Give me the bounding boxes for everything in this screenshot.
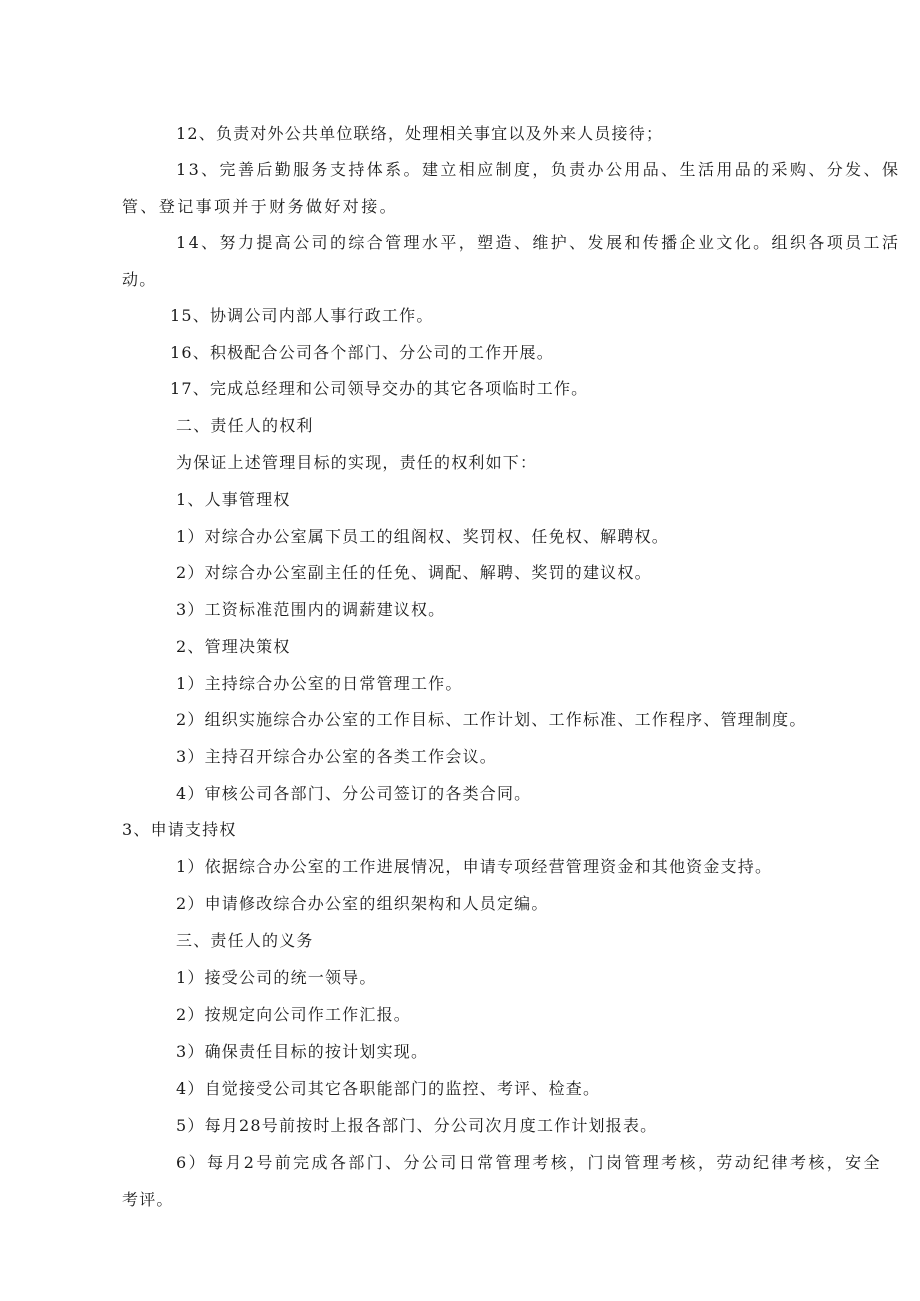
support-right-2: 2）申请修改综合办公室的组织架构和人员定编。 <box>176 894 549 913</box>
paragraph-item-12: 12、负责对外公共单位联络，处理相关事宜以及外来人员接待； <box>176 124 664 143</box>
support-right-1: 1）依据综合办公室的工作进展情况，申请专项经营管理资金和其他资金支持。 <box>176 857 773 876</box>
personnel-right-2: 2）对综合办公室副主任的任免、调配、解聘、奖罚的建议权。 <box>176 563 652 582</box>
subheading-personnel-rights: 1、人事管理权 <box>176 490 291 509</box>
obligation-2: 2）按规定向公司作工作汇报。 <box>176 1005 411 1024</box>
paragraph-item-13: 13、完善后勤服务支持体系。建立相应制度，负责办公用品、生活用品的采购、分发、保 <box>176 160 901 179</box>
paragraph-item-17: 17、完成总经理和公司领导交办的其它各项临时工作。 <box>170 379 589 398</box>
obligation-5: 5）每月28号前按时上报各部门、分公司次月度工作计划报表。 <box>176 1116 658 1135</box>
paragraph-item-16: 16、积极配合公司各个部门、分公司的工作开展。 <box>170 343 554 362</box>
paragraph-item-14-continued: 动。 <box>122 270 157 289</box>
obligation-6: 6）每月2号前完成各部门、分公司日常管理考核，门岗管理考核，劳动纪律考核，安全 <box>176 1153 882 1172</box>
obligation-4: 4）自觉接受公司其它各职能部门的监控、考评、检查。 <box>176 1079 601 1098</box>
personnel-right-3: 3）工资标准范围内的调薪建议权。 <box>176 600 446 619</box>
obligation-1: 1）接受公司的统一领导。 <box>176 968 377 987</box>
section-heading-obligations: 三、责任人的义务 <box>176 931 314 950</box>
obligation-3: 3）确保责任目标的按计划实现。 <box>176 1042 429 1061</box>
obligation-6-continued: 考评。 <box>122 1190 174 1209</box>
rights-intro: 为保证上述管理目标的实现，责任的权利如下： <box>176 453 538 472</box>
paragraph-item-15: 15、协调公司内部人事行政工作。 <box>170 306 434 325</box>
personnel-right-1: 1）对综合办公室属下员工的组阁权、奖罚权、任免权、解聘权。 <box>176 527 669 546</box>
section-heading-rights: 二、责任人的权利 <box>176 416 314 435</box>
paragraph-item-14: 14、努力提高公司的综合管理水平，塑造、维护、发展和传播企业文化。组织各项员工活 <box>176 233 901 252</box>
subheading-support-rights: 3、申请支持权 <box>122 820 237 839</box>
paragraph-item-13-continued: 管、登记事项并于财务做好对接。 <box>122 197 399 216</box>
decision-right-4: 4）审核公司各部门、分公司签订的各类合同。 <box>176 784 532 803</box>
decision-right-2: 2）组织实施综合办公室的工作目标、工作计划、工作标准、工作程序、管理制度。 <box>176 710 807 729</box>
decision-right-1: 1）主持综合办公室的日常管理工作。 <box>176 674 463 693</box>
subheading-decision-rights: 2、管理决策权 <box>176 637 291 656</box>
decision-right-3: 3）主持召开综合办公室的各类工作会议。 <box>176 747 497 766</box>
